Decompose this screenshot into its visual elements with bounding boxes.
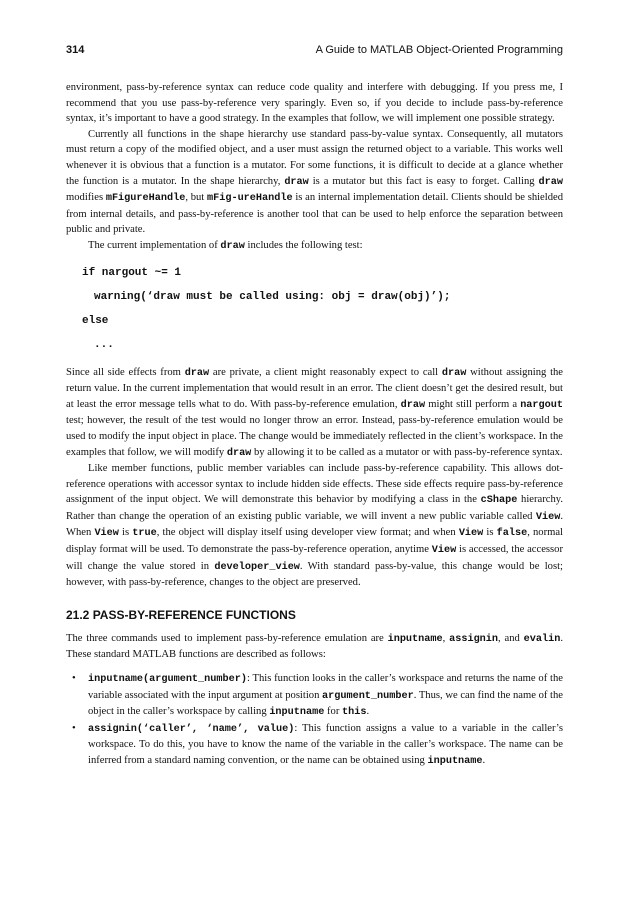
- code-view: View: [94, 528, 119, 540]
- code-inputname: inputname: [427, 756, 483, 767]
- code-draw: draw: [441, 367, 467, 379]
- text-run: is: [483, 527, 497, 539]
- page-header: [66, 44, 563, 60]
- code-assignin: assignin: [449, 633, 499, 645]
- code-draw: draw: [284, 176, 309, 188]
- text-run: . When: [66, 510, 563, 539]
- paragraph-6: [66, 631, 563, 663]
- text-run: is accessed, the accessor will change the value stored in: [66, 544, 563, 572]
- text-run: Like member functions, public member variables can include pass-by-reference capability. This allows dot-reference operations with accessor syntax to include hidden side effects. These side effects require pass-by-reference assignment of the input object. We will demonstrate this behavior by modifying a class in the: [66, 463, 563, 506]
- code-developer-view: developer_view: [214, 561, 300, 573]
- text-run: ,: [442, 632, 450, 644]
- text-run: test; however, the result of the test would no longer throw an error. Instead, pass-by-reference emulation would be used to modify the input object in place. The change would be immediately reflected in the client’s workspace. In the examples that follow, we will modify: [66, 415, 563, 458]
- text-run: by allowing it to be called as a mutator or with pass-by-reference syntax.: [251, 446, 563, 458]
- code-nargout: nargout: [520, 399, 563, 411]
- paragraph-3: [66, 238, 563, 255]
- text-run: : This function assigns a value to a variable in the caller’s workspace. To do this, you have to know the name of the variable in the caller’s workspace. The name can be inferred from a standard naming convention, or the name can be obtained using: [88, 722, 563, 766]
- code-view: View: [535, 511, 561, 523]
- code-view: View: [458, 528, 484, 540]
- paragraph-4: [66, 365, 563, 462]
- code-line: else: [82, 314, 109, 327]
- text-run: for: [324, 706, 342, 718]
- text-run: is: [118, 527, 133, 539]
- text-run: Currently all functions in the shape hierarchy use standard pass-by-value syntax. Consequently, all mutators must return a copy of the modified object, and a user must assign the returned object to a variable. This works well whenever it is obvious that a function is a mutator. For some functions, it is difficult to decide at a glance whether the function is a mutator. In the shape hierarchy,: [66, 128, 563, 187]
- code-draw: draw: [184, 367, 210, 379]
- text-run: The current implementation of: [88, 239, 221, 251]
- text-run: . Thus, we can find the name of the object in the caller’s workspace by calling: [88, 689, 563, 718]
- text-run: , the object will display itself using developer view format; and when: [156, 527, 459, 539]
- code-evalin: evalin: [523, 633, 561, 645]
- code-this: this: [342, 707, 367, 719]
- text-run: , and: [498, 632, 524, 644]
- text-run: modifies: [66, 192, 106, 204]
- code-inputname: inputname: [387, 633, 443, 645]
- body-text: [66, 80, 563, 770]
- code-draw: draw: [538, 176, 563, 188]
- code-line: if nargout ~= 1: [82, 266, 182, 279]
- text-run: .: [366, 706, 370, 718]
- bullet-marker: •: [72, 673, 76, 685]
- text-run: are private, a client might reasonably expect to call: [209, 366, 442, 378]
- text-run: might still perform a: [425, 398, 521, 410]
- code-false: false: [496, 528, 528, 540]
- code-argument-number: argument_number: [322, 690, 414, 702]
- text-run: : This function looks in the caller’s workspace and returns the name of the variable associated with the input argument at position: [88, 673, 563, 701]
- text-run: The three commands used to implement pass-by-reference emulation are: [66, 632, 388, 644]
- code-assignin-signature: assignin(‘caller’, ‘name’, value): [88, 723, 295, 735]
- text-run: .: [482, 755, 486, 766]
- code-draw: draw: [400, 399, 426, 411]
- text-run: is an internal implementation detail. Clients should be shielded from internal details, and pass-by-reference is another tool that can be used to help enforce the separation between public and private.: [66, 192, 563, 236]
- text-run: . With standard pass-by-value, this change would be lost; however, with pass-by-reference, changes to the object are preserved.: [66, 560, 563, 589]
- paragraph-5: [66, 461, 563, 591]
- text-run: includes the following test:: [244, 239, 363, 251]
- text-run: is a mutator but this fact is easy to forget. Calling: [308, 175, 539, 187]
- code-inputname: inputname: [269, 707, 325, 719]
- paragraph-1: environment, pass-by-reference syntax can reduce code quality and interfere with debugging. If you press me, I recommend that you use pass-by-reference very sparingly. Even so, if you decide to include pass-by-reference syntax, it’s important to have a good strategy. In the examples that follow, we will implement one possible strategy.: [66, 82, 563, 125]
- page-number: 314: [66, 44, 85, 56]
- text-run: hierarchy. Rather than change the operation of an existing public variable, we will invent a new public variable called: [66, 494, 563, 522]
- list-item: [66, 671, 563, 721]
- code-mfigurehandle: mFig-ureHandle: [207, 193, 293, 205]
- running-title: A Guide to MATLAB Object-Oriented Programming: [315, 44, 563, 56]
- code-inputname-signature: inputname(argument_number): [88, 674, 247, 686]
- code-true: true: [132, 528, 157, 540]
- code-draw: draw: [226, 447, 252, 459]
- bullet-marker: •: [72, 722, 76, 734]
- text-run: . These standard MATLAB functions are described as follows:: [66, 632, 563, 661]
- section-heading: 21.2 PASS-BY-REFERENCE FUNCTIONS: [66, 607, 296, 622]
- bullet-list: [66, 671, 563, 770]
- text-run: without assigning the return value. In the current implementation that would result in an error. The client doesn’t get the desired result, but at least the error message tells what to do. With pass-by-reference emulation,: [66, 366, 564, 410]
- text-run: Since all side effects from: [66, 366, 185, 378]
- code-view: View: [431, 545, 457, 557]
- list-item: [66, 721, 563, 770]
- code-line: warning(‘draw must be called using: obj = draw(obj)’);: [94, 290, 451, 303]
- text-run: , normal display format will be used. To demonstrate the pass-by-reference operation, anytime: [66, 527, 563, 556]
- code-cshape: cShape: [480, 495, 518, 507]
- code-block: [66, 261, 563, 357]
- code-draw: draw: [220, 240, 245, 252]
- paragraph-2: [66, 127, 563, 238]
- text-run: , but: [185, 192, 207, 204]
- code-mfigurehandle: mFigureHandle: [105, 193, 186, 205]
- code-line: ...: [94, 338, 114, 351]
